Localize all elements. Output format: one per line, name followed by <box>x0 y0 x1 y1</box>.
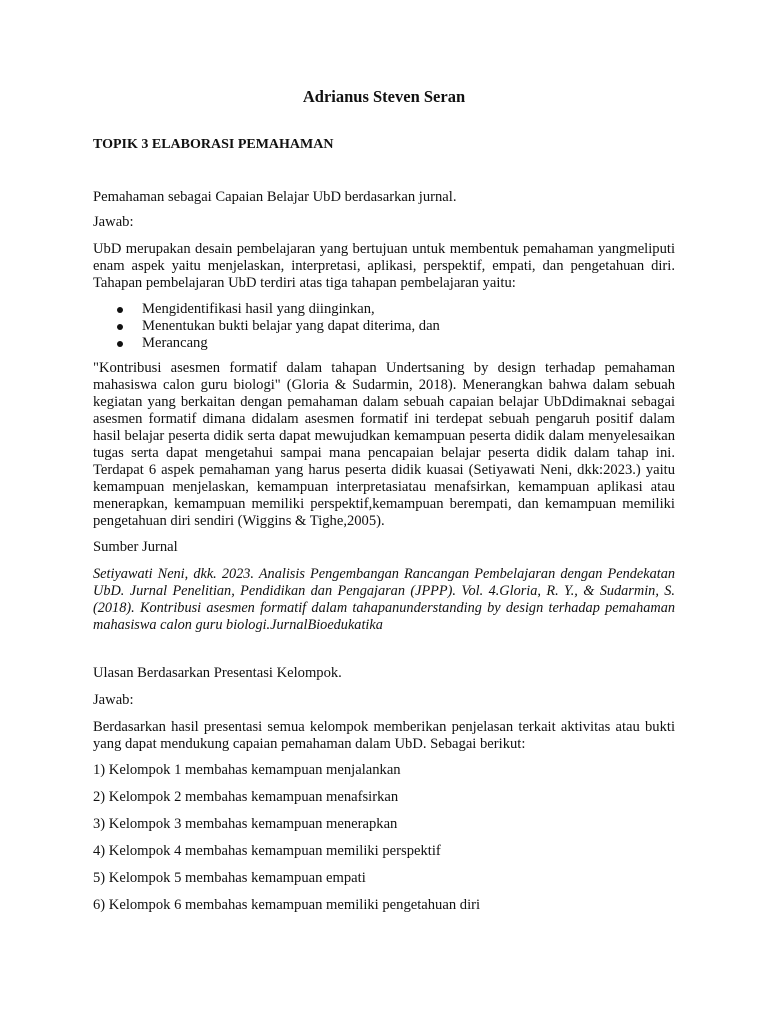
list-item-text: Merancang <box>142 335 208 351</box>
group-item-3: 3) Kelompok 3 membahas kemampuan menerapkan <box>93 816 398 832</box>
bullet-icon <box>117 324 123 330</box>
topic-heading: TOPIK 3 ELABORASI PEMAHAMAN <box>93 137 334 152</box>
list-item-text: Menentukan bukti belajar yang dapat diterima, dan <box>142 318 440 334</box>
bullet-icon <box>117 307 123 313</box>
section2-answer-label: Jawab: <box>93 692 134 708</box>
group-item-5: 5) Kelompok 5 membahas kemampuan empati <box>93 870 366 886</box>
section1-paragraph2: "Kontribusi asesmen formatif dalam tahapan Undertsaning by design terhadap pemahaman mahasiswa calon guru biologi" (Gloria & Sudarmin, 2018). Menerangkan bahwa dalam sebuah kegiatan yang berkaitan dengan pemahaman dalam sebuah capaian belajar UbDdimaknai sebagai asesmen formatif dimana didalam asesmen formatif ini terdepat sebuah pengaruh positif dalam hasil belajar peserta didik serta dapat mewujudkan kemampuan peserta didik dalam menyelesaikan tugas serta dapat mengetahui sampai mana pencapaian belajar peserta didik dalam tahap ini. Terdapat 6 aspek pemahaman yang harus peserta didik kuasai (Setiyawati Neni, dkk:2023.) yaitu kemampuan menjelaskan, kemampuan interpretasiatau menafsirkan, kemampuan aplikasi atau menerapkan, kemampuan memiliki perspektif,kemampuan berempati, dan kemampuan memiliki pengetahuan diri sendiri (Wiggins & Tighe,2005). <box>93 360 675 529</box>
group-list <box>93 762 675 914</box>
list-item-text: Mengidentifikasi hasil yang diinginkan, <box>142 301 375 317</box>
section1-answer-label: Jawab: <box>93 214 134 230</box>
section1-paragraph1: UbD merupakan desain pembelajaran yang bertujuan untuk membentuk pemahaman yangmeliputi enam aspek yaitu menjelaskan, interpretasi, aplikasi, perspektif, empati, dan pengetahuan diri. Tahapan pembelajaran UbD terdiri atas tiga tahapan pembelajaran yaitu: <box>93 241 675 291</box>
list-item <box>93 301 675 318</box>
source-label: Sumber Jurnal <box>93 539 178 555</box>
document-title: Adrianus Steven Seran <box>302 87 466 106</box>
ubd-stages-list <box>93 301 675 352</box>
section2-question: Ulasan Berdasarkan Presentasi Kelompok. <box>93 665 342 681</box>
source-citation: Setiyawati Neni, dkk. 2023. Analisis Pengembangan Rancangan Pembelajaran dengan Pendekatan UbD. Jurnal Penelitian, Pendidikan dan Pengajaran (JPPP). Vol. 4.Gloria, R. Y., & Sudarmin, S. (2018). Kontribusi asesmen formatif dalam tahapanunderstanding by design terhadap pemahaman mahasiswa calon guru biologi.JurnalBioedukatika <box>93 566 675 633</box>
section1-question: Pemahaman sebagai Capaian Belajar UbD berdasarkan jurnal. <box>93 189 457 205</box>
group-item-2: 2) Kelompok 2 membahas kemampuan menafsirkan <box>93 789 399 805</box>
group-item-6: 6) Kelompok 6 membahas kemampuan memiliki pengetahuan diri <box>93 897 481 913</box>
section-spacer <box>93 634 675 665</box>
bullet-icon <box>117 341 123 347</box>
group-item-1: 1) Kelompok 1 membahas kemampuan menjalankan <box>93 762 401 778</box>
document-body <box>93 86 675 924</box>
list-item <box>93 318 675 335</box>
list-item <box>93 335 675 352</box>
section2-paragraph: Berdasarkan hasil presentasi semua kelompok memberikan penjelasan terkait aktivitas atau bukti yang dapat mendukung capaian pemahaman dalam UbD. Sebagai berikut: <box>93 719 675 752</box>
group-item-4: 4) Kelompok 4 membahas kemampuan memiliki perspektif <box>93 843 441 859</box>
